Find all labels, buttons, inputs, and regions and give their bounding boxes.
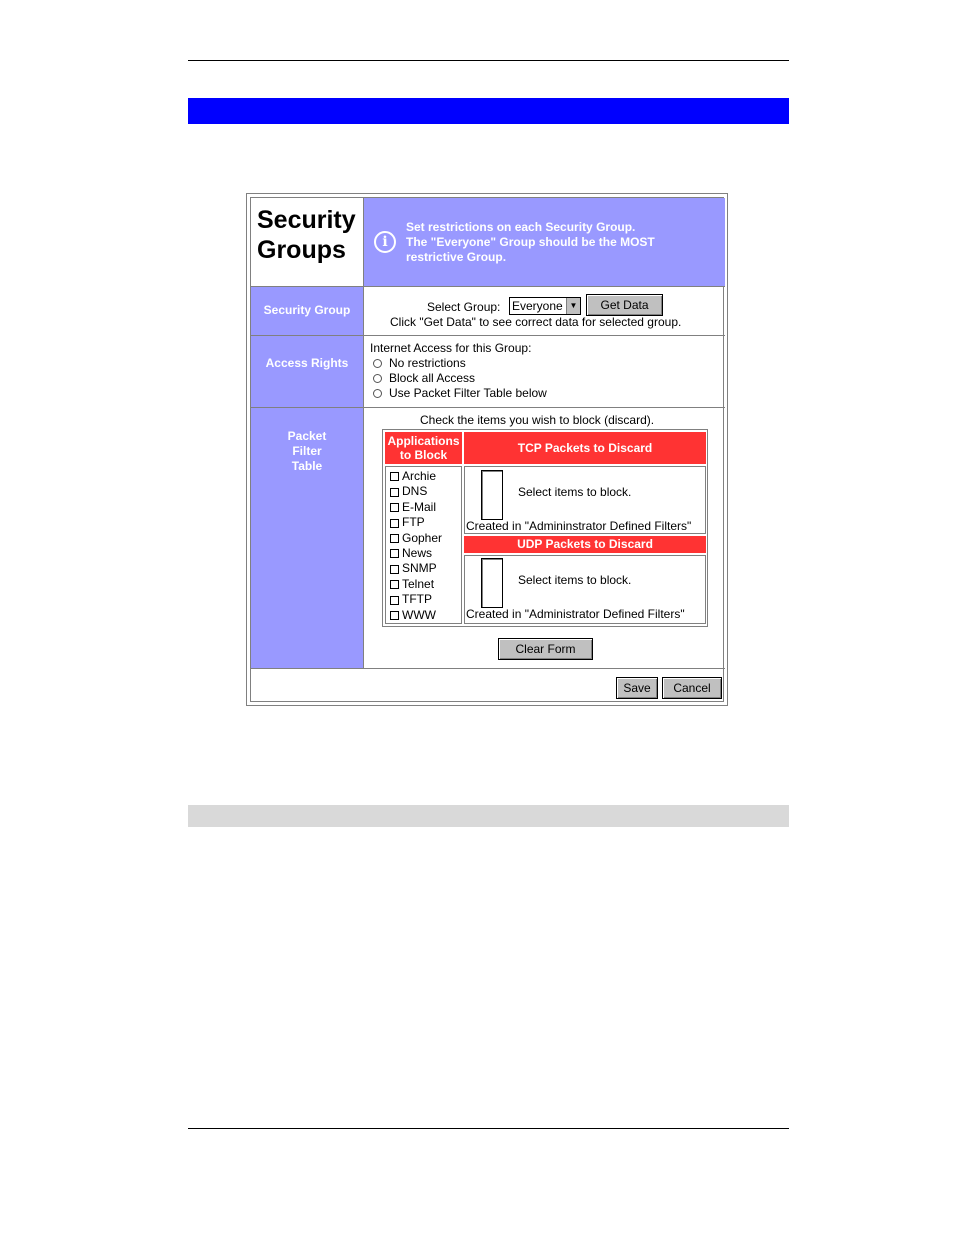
- access-rights-label: Access Rights: [265, 356, 349, 370]
- packet-filter-label: [251, 429, 363, 474]
- subsection-heading-bar: [188, 805, 789, 827]
- app-label: FTP: [402, 515, 425, 530]
- app-checkbox-snmp[interactable]: [390, 561, 461, 576]
- apps-header: [385, 432, 462, 464]
- security-group-label-cell: [251, 287, 363, 335]
- tcp-filter-listbox[interactable]: [481, 470, 503, 520]
- checkbox[interactable]: [390, 549, 399, 558]
- apps-header-line2: to Block: [399, 448, 448, 462]
- bottom-rule: [188, 1128, 789, 1129]
- checkbox[interactable]: [390, 472, 399, 481]
- radio-button[interactable]: [373, 374, 382, 383]
- packet-filter-label-cell: [251, 408, 363, 668]
- app-label: Archie: [402, 469, 437, 483]
- checkbox[interactable]: [390, 611, 399, 620]
- access-rights-intro: Internet Access for this Group:: [370, 341, 532, 355]
- app-label: E-Mail: [402, 499, 437, 514]
- get-data-hint: Click "Get Data" to see correct data for selected group.: [390, 315, 682, 329]
- packet-filter-label-line3: Table: [291, 459, 323, 473]
- checkbox[interactable]: [390, 519, 399, 528]
- save-button[interactable]: Save: [616, 677, 658, 699]
- checkbox[interactable]: [390, 596, 399, 605]
- security-groups-screenshot: [246, 193, 728, 706]
- app-label: SNMP: [402, 561, 437, 576]
- udp-select-hint: Select items to block.: [518, 573, 632, 587]
- app-checkbox-gopher[interactable]: [390, 531, 461, 546]
- app-label: Telnet: [402, 576, 435, 591]
- tcp-select-hint: Select items to block.: [518, 485, 632, 499]
- access-rights-content: [370, 341, 720, 405]
- app-label: DNS: [402, 484, 428, 499]
- page-title: Security Groups: [257, 206, 356, 264]
- group-select[interactable]: [509, 297, 581, 315]
- packet-filter-instruction: Check the items you wish to block (discard).: [420, 413, 655, 427]
- udp-created-note: Created in "Administrator Defined Filters": [466, 607, 685, 621]
- app-label: News: [402, 546, 433, 561]
- tcp-created-note: Created in "Admininstrator Defined Filters": [466, 519, 692, 533]
- app-checkbox-dns[interactable]: [390, 484, 461, 499]
- info-icon: i: [374, 231, 396, 253]
- app-label: WWW: [402, 607, 436, 622]
- apps-list: [385, 466, 462, 624]
- row-vdivider: [363, 336, 364, 407]
- get-data-button[interactable]: Get Data: [586, 294, 663, 316]
- cancel-button[interactable]: Cancel: [662, 677, 722, 699]
- info-banner: [364, 198, 725, 286]
- apps-header-line1: Applications: [387, 434, 460, 448]
- packet-filter-table: [382, 429, 708, 627]
- select-group-label: Select Group:: [427, 300, 501, 314]
- checkbox[interactable]: [390, 488, 399, 497]
- radio-block-all[interactable]: [370, 371, 720, 386]
- app-checkbox-www[interactable]: [390, 608, 461, 623]
- chevron-down-icon[interactable]: ▼: [566, 298, 580, 314]
- radio-button[interactable]: [373, 359, 382, 368]
- page-title-cell: [251, 198, 363, 286]
- info-line-2: The "Everyone" Group should be the MOST: [406, 235, 655, 249]
- row-divider: [251, 668, 725, 669]
- radio-use-packet-filter[interactable]: [370, 386, 720, 401]
- app-checkbox-news[interactable]: [390, 546, 461, 561]
- radio-label: No restrictions: [389, 356, 466, 370]
- packet-filter-content: [364, 408, 725, 668]
- udp-header: UDP Packets to Discard: [464, 536, 706, 553]
- security-group-content: [364, 287, 725, 335]
- app-checkbox-tftp[interactable]: [390, 592, 461, 607]
- security-group-label: Security Group: [263, 303, 351, 317]
- app-checkbox-email[interactable]: [390, 500, 461, 515]
- access-rights-label-cell: [251, 336, 363, 407]
- info-line-1: Set restrictions on each Security Group.: [406, 220, 636, 234]
- clear-form-button[interactable]: Clear Form: [498, 638, 593, 660]
- app-label: Gopher: [402, 530, 443, 545]
- group-select-value: Everyone: [512, 299, 563, 313]
- info-line-3: restrictive Group.: [406, 250, 507, 264]
- app-checkbox-ftp[interactable]: [390, 515, 461, 530]
- checkbox[interactable]: [390, 503, 399, 512]
- section-heading-bar: [188, 98, 789, 124]
- radio-label: Block all Access: [389, 371, 476, 385]
- checkbox[interactable]: [390, 580, 399, 589]
- packet-filter-label-line1: Packet: [287, 429, 327, 443]
- tcp-body: [464, 466, 706, 534]
- app-label: TFTP: [402, 592, 432, 607]
- radio-label: Use Packet Filter Table below: [389, 386, 547, 400]
- app-checkbox-archie[interactable]: [390, 469, 461, 484]
- checkbox[interactable]: [390, 565, 399, 574]
- tcp-header: TCP Packets to Discard: [464, 432, 706, 464]
- app-checkbox-telnet[interactable]: [390, 577, 461, 592]
- radio-no-restrictions[interactable]: [370, 356, 720, 371]
- packet-filter-label-line2: Filter: [292, 444, 322, 458]
- udp-filter-listbox[interactable]: [481, 558, 503, 608]
- info-text: [406, 220, 716, 265]
- top-rule: [188, 60, 789, 61]
- security-groups-panel: [250, 197, 724, 702]
- checkbox[interactable]: [390, 534, 399, 543]
- radio-button[interactable]: [373, 389, 382, 398]
- udp-body: [464, 555, 706, 624]
